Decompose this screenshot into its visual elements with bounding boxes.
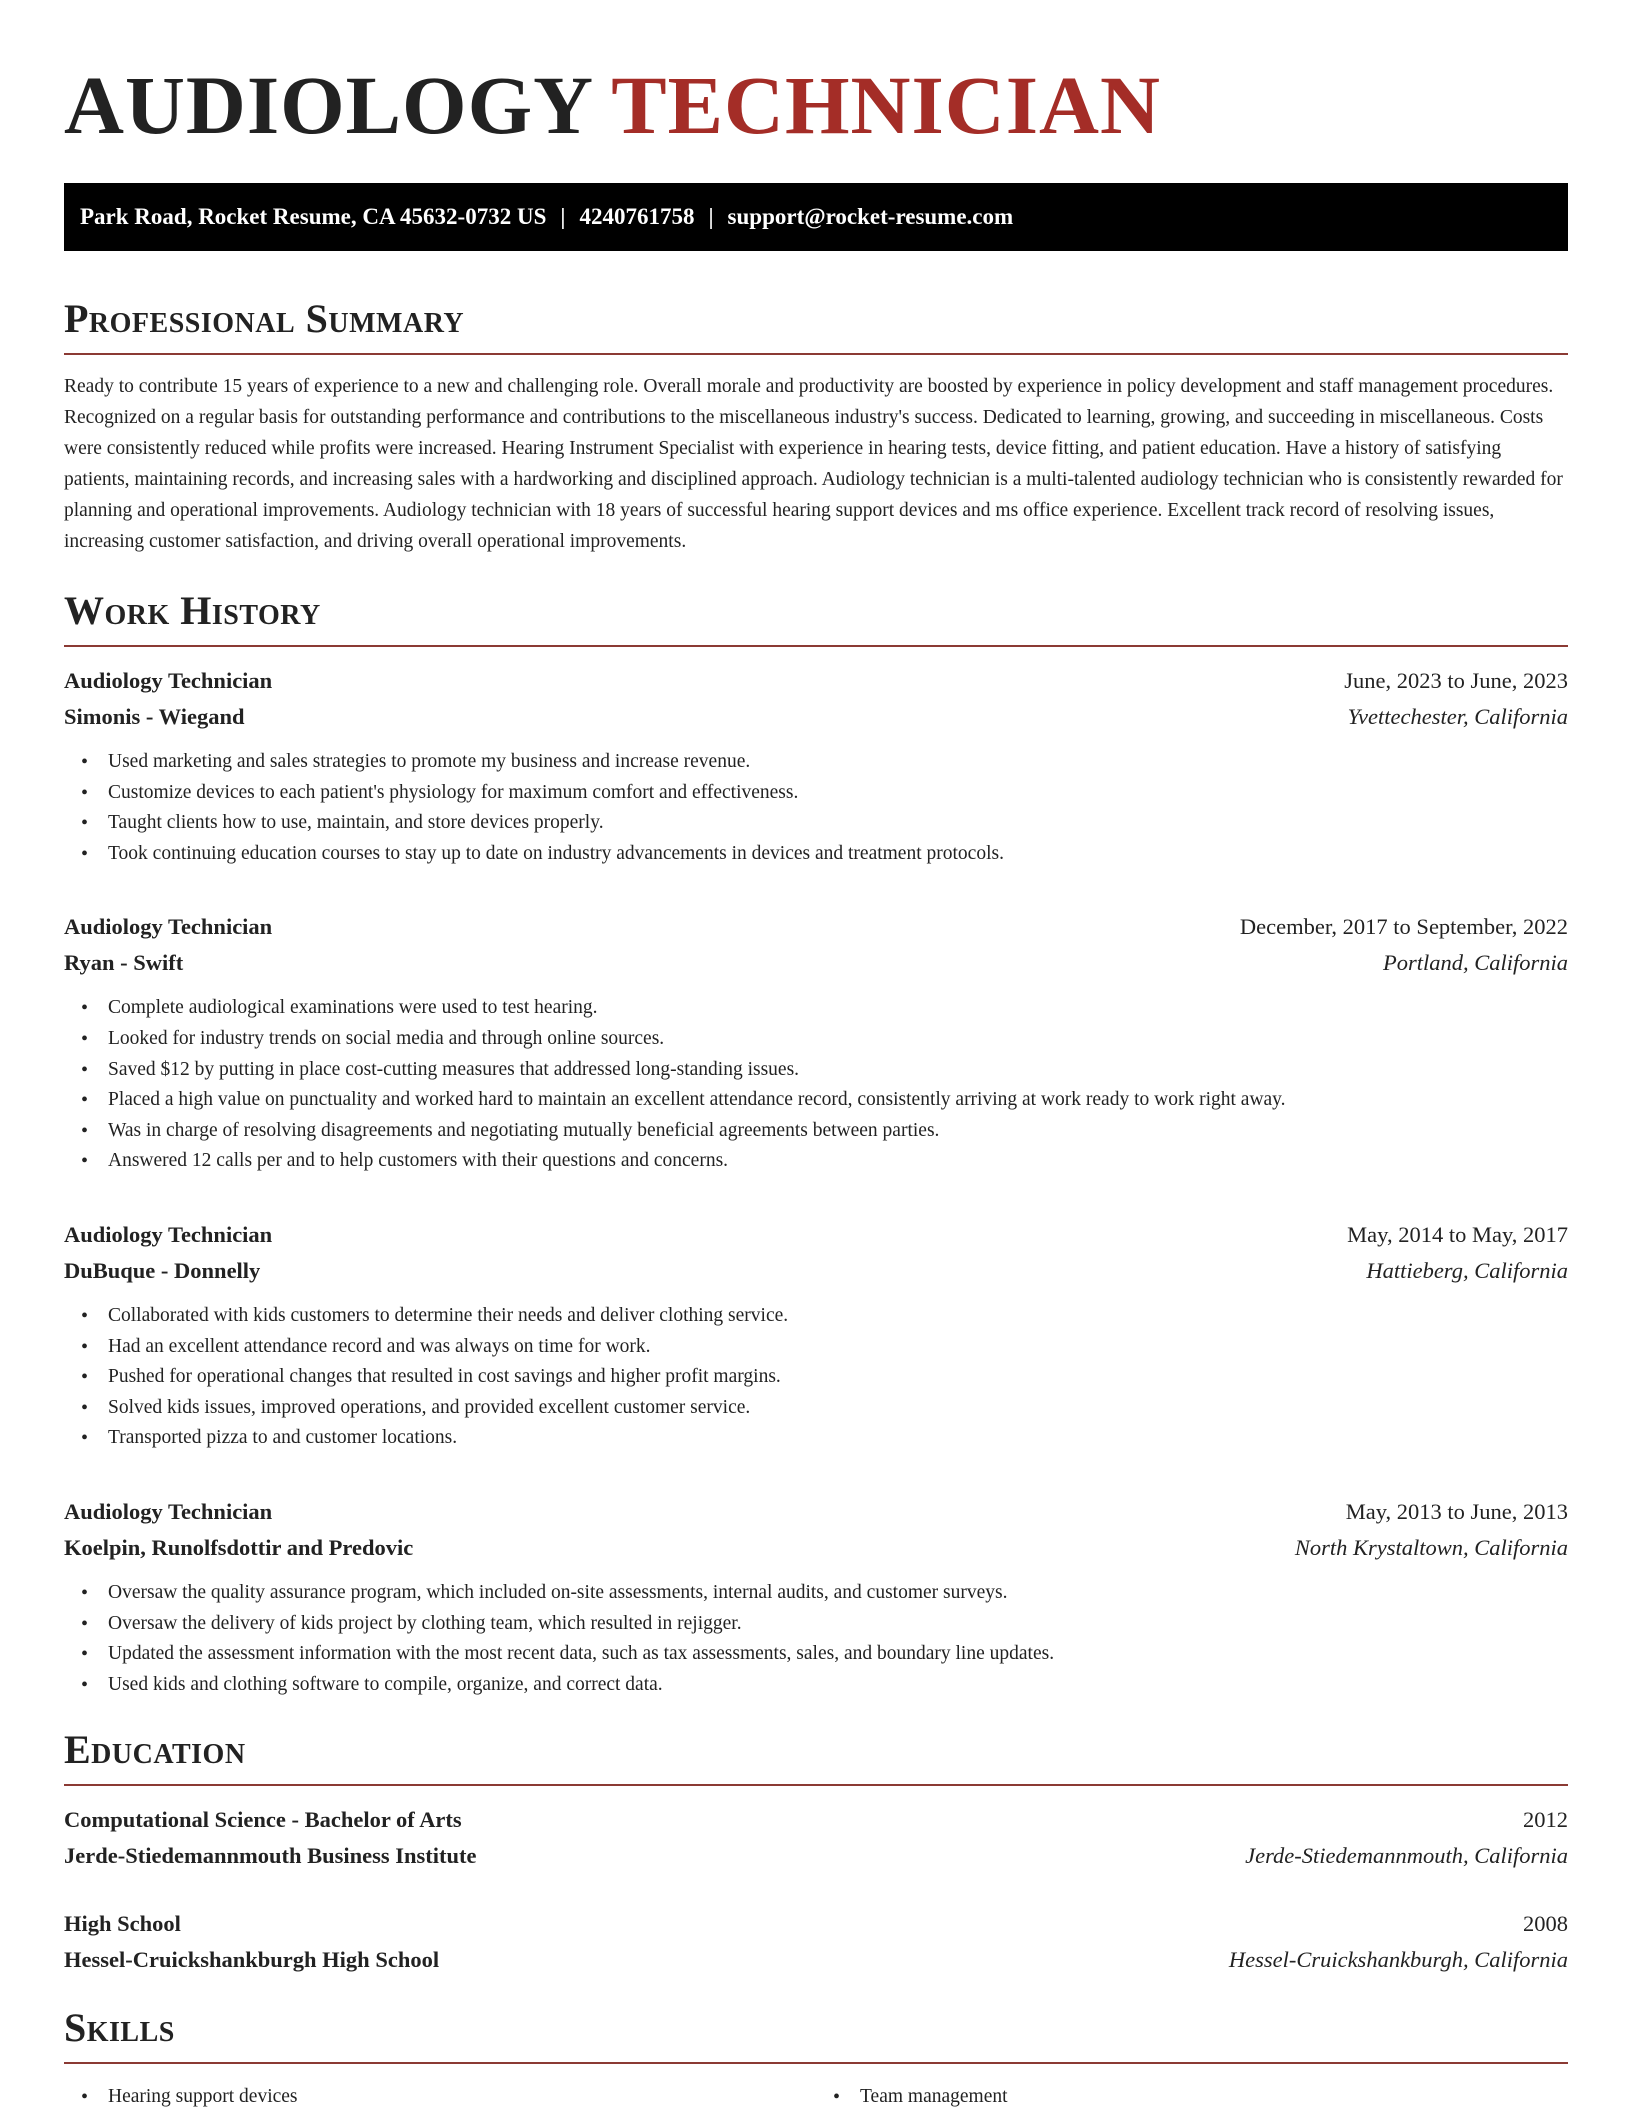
education-school-row	[64, 1942, 1568, 1978]
education-header-row	[64, 1802, 1568, 1838]
job-company-row	[64, 1253, 1568, 1289]
job-role: Audiology Technician	[64, 914, 273, 940]
section-title-education: Education	[64, 1730, 1568, 1786]
job-company-row	[64, 699, 1568, 735]
education-location: Jerde-Stiedemannmouth, California	[1245, 1843, 1568, 1869]
job-header-row	[64, 1494, 1568, 1530]
skill-item: • Hearing support devices	[108, 2082, 816, 2113]
job-bullets	[64, 747, 1568, 869]
list-item: • Complete audiological examinations were used to test hearing.	[108, 993, 1568, 1024]
job-company: Koelpin, Runolfsdottir and Predovic	[64, 1534, 414, 1560]
job-company: Simonis - Wiegand	[64, 704, 245, 729]
job-header-row	[64, 1217, 1568, 1253]
list-item: • Transported pizza to and customer locations.	[108, 1423, 1568, 1454]
job-bullets	[64, 1301, 1568, 1454]
education-location: Hessel-Cruickshankburgh, California	[1228, 1947, 1568, 1973]
list-item: • Oversaw the quality assurance program, which included on-site assessments, internal audits, and customer surveys.	[108, 1578, 1568, 1609]
list-item: • Had an excellent attendance record and was always on time for work.	[108, 1332, 1568, 1363]
list-item: • Placed a high value on punctuality and worked hard to maintain an excellent attendance record, consistently arriving at work ready to work right away.	[108, 1085, 1568, 1116]
skill-item: • Team management	[860, 2082, 1568, 2113]
list-item: • Customize devices to each patient's physiology for maximum comfort and effectiveness.	[108, 778, 1568, 809]
education-entry	[64, 1802, 1568, 1874]
skills-list	[64, 2082, 1568, 2113]
job-company-row	[64, 1530, 1568, 1566]
education-school-row	[64, 1838, 1568, 1874]
job-company-row	[64, 945, 1568, 981]
skills-column-right	[816, 2082, 1568, 2113]
job-entry	[64, 1494, 1568, 1700]
list-item: • Answered 12 calls per and to help customers with their questions and concerns.	[108, 1146, 1568, 1177]
list-item: • Saved $12 by putting in place cost-cutting measures that addressed long-standing issues.	[108, 1055, 1568, 1086]
list-item: • Solved kids issues, improved operations, and provided excellent customer service.	[108, 1393, 1568, 1424]
job-location: Hattieberg, California	[1366, 1257, 1568, 1283]
job-header-row	[64, 909, 1568, 945]
section-title-skills: Skills	[64, 2008, 1568, 2064]
job-role: Audiology Technician	[64, 1221, 273, 1247]
list-item: • Updated the assessment information with the most recent data, such as tax assessments, sales, and boundary line updates.	[108, 1639, 1568, 1670]
contact-bar	[64, 183, 1568, 251]
education-entry	[64, 1906, 1568, 1978]
job-dates: May, 2013 to June, 2013	[1345, 1498, 1568, 1524]
list-item: • Used kids and clothing software to compile, organize, and correct data.	[108, 1670, 1568, 1701]
job-company: Ryan - Swift	[64, 950, 184, 976]
contact-address: Park Road, Rocket Resume, CA 45632-0732 US	[80, 204, 547, 229]
contact-separator: |	[708, 204, 714, 229]
job-company: DuBuque - Donnelly	[64, 1257, 261, 1283]
job-dates: December, 2017 to September, 2022	[1239, 914, 1568, 940]
list-item: • Pushed for operational changes that resulted in cost savings and higher profit margins.	[108, 1362, 1568, 1393]
job-location: North Krystaltown, California	[1294, 1534, 1568, 1560]
job-location: Portland, California	[1382, 950, 1568, 976]
list-item: • Was in charge of resolving disagreements and negotiating mutually beneficial agreements between parties.	[108, 1116, 1568, 1147]
job-entry	[64, 909, 1568, 1177]
job-entry	[64, 1217, 1568, 1454]
education-degree: High School	[64, 1911, 181, 1937]
list-item: • Took continuing education courses to stay up to date on industry advancements in devices and treatment protocols.	[108, 839, 1568, 870]
education-header-row	[64, 1906, 1568, 1942]
list-item: • Looked for industry trends on social media and through online sources.	[108, 1024, 1568, 1055]
name-last: TECHNICIAN	[611, 59, 1161, 151]
education-degree: Computational Science - Bachelor of Arts	[64, 1807, 462, 1833]
list-item: • Collaborated with kids customers to determine their needs and deliver clothing service.	[108, 1301, 1568, 1332]
list-item: • Taught clients how to use, maintain, and store devices properly.	[108, 808, 1568, 839]
job-role: Audiology Technician	[64, 1498, 273, 1524]
contact-email[interactable]: support@rocket-resume.com	[727, 204, 1014, 229]
contact-separator: |	[560, 204, 566, 229]
name-first: AUDIOLOGY	[64, 59, 592, 151]
job-dates: May, 2014 to May, 2017	[1347, 1221, 1568, 1247]
list-item: • Oversaw the delivery of kids project by clothing team, which resulted in rejigger.	[108, 1609, 1568, 1640]
job-location: Yvettechester, California	[1347, 704, 1568, 729]
job-bullets	[64, 1578, 1568, 1700]
section-title-summary: Professional Summary	[64, 299, 1568, 355]
skills-column-left	[64, 2082, 816, 2113]
resume-name	[64, 59, 1568, 151]
job-bullets	[64, 993, 1568, 1177]
job-role: Audiology Technician	[64, 668, 273, 693]
job-dates: June, 2023 to June, 2023	[1344, 668, 1568, 693]
education-year: 2012	[1523, 1807, 1568, 1833]
section-title-work-history: Work History	[64, 591, 1568, 647]
contact-phone[interactable]: 4240761758	[579, 204, 695, 229]
education-school: Hessel-Cruickshankburgh High School	[64, 1947, 440, 1973]
education-year: 2008	[1523, 1911, 1568, 1937]
job-entry	[64, 663, 1568, 869]
job-header-row	[64, 663, 1568, 699]
education-school: Jerde-Stiedemannmouth Business Institute	[64, 1843, 477, 1869]
list-item: • Used marketing and sales strategies to promote my business and increase revenue.	[108, 747, 1568, 778]
summary-text: Ready to contribute 15 years of experience to a new and challenging role. Overall morale and productivity are boosted by experience in policy development and staff management procedures. Recognized on a regular basis for outstanding performance and contributions to the miscellaneous industry's success. Dedicated to learning, growing, and succeeding in miscellaneous. Costs were consistently reduced while profits were increased. Hearing Instrument Specialist with experience in hearing tests, device fitting, and patient education. Have a history of satisfying patients, maintaining records, and increasing sales with a hardworking and disciplined approach. Audiology technician is a multi-talented audiology technician who is consistently rewarded for planning and operational improvements. Audiology technician with 18 years of successful hearing support devices and ms office experience. Excellent track record of resolving issues, increasing customer satisfaction, and driving overall operational improvements.	[64, 376, 1563, 552]
